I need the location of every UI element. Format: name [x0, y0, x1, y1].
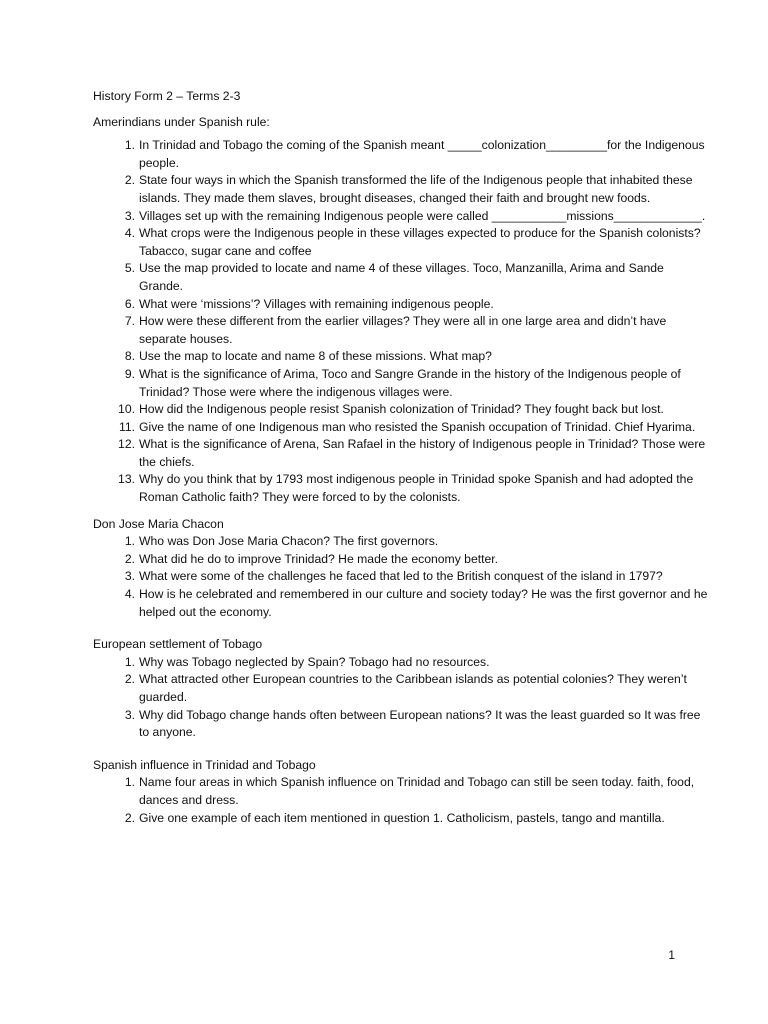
- question-number: 2.: [124, 672, 135, 687]
- question-item: [124, 225, 708, 260]
- question-item: [124, 671, 708, 706]
- question-text: What is the significance of Arena, San Rafael in the history of Indigenous people in Trinidad? Those were the chiefs.: [139, 437, 706, 469]
- question-item: [124, 172, 708, 207]
- question-item: [124, 654, 708, 672]
- question-number: 1.: [124, 138, 135, 153]
- question-list: [93, 654, 708, 742]
- question-list: [93, 774, 708, 827]
- sections-container: [93, 114, 708, 828]
- question-item: [118, 436, 708, 471]
- question-item: [118, 471, 708, 506]
- question-number: 11.: [118, 419, 135, 434]
- question-number: 7.: [124, 314, 135, 329]
- question-number: 9.: [124, 366, 135, 381]
- question-text: How were these different from the earlier villages? They were all in one large area and didn’t have separate houses.: [139, 314, 667, 346]
- question-number: 12.: [118, 437, 135, 452]
- question-text: Use the map to locate and name 8 of these missions. What map?: [139, 349, 492, 364]
- question-item: [124, 137, 708, 172]
- question-number: 3.: [124, 569, 135, 584]
- question-text: Give the name of one Indigenous man who resisted the Spanish occupation of Trinidad. Chief Hyarima.: [139, 419, 696, 434]
- question-number: 3.: [124, 707, 135, 722]
- question-item: [124, 568, 708, 586]
- section-heading: Don Jose Maria Chacon: [93, 516, 224, 531]
- section-heading: Spanish influence in Trinidad and Tobago: [93, 757, 316, 772]
- question-number: 4.: [124, 587, 135, 602]
- question-text: Who was Don Jose Maria Chacon? The first governors.: [139, 534, 439, 549]
- question-number: 2.: [124, 173, 135, 188]
- question-text: What crops were the Indigenous people in these villages expected to produce for the Spanish colonists? Tabacco, sugar cane and coffee: [139, 226, 701, 258]
- page-number: 1: [668, 948, 675, 962]
- document-title: History Form 2 – Terms 2-3: [93, 89, 241, 103]
- question-number: 10.: [118, 402, 135, 417]
- section: [93, 516, 708, 622]
- question-text: How is he celebrated and remembered in our culture and society today? He was the first governor and he helped out the economy.: [139, 587, 708, 619]
- question-item: [118, 401, 708, 419]
- question-number: 8.: [124, 349, 135, 364]
- question-text: In Trinidad and Tobago the coming of the Spanish meant _____colonization_________for the Indigenous people.: [139, 138, 705, 170]
- question-text: Why did Tobago change hands often between European nations? It was the least guarded so It was free to anyone.: [139, 707, 701, 740]
- question-list: [93, 533, 708, 621]
- section-heading: Amerindians under Spanish rule:: [93, 114, 270, 129]
- question-number: 2.: [124, 810, 135, 825]
- question-number: 2.: [124, 551, 135, 566]
- question-item: [124, 774, 708, 809]
- question-number: 5.: [124, 261, 135, 276]
- question-text: What attracted other European countries to the Caribbean islands as potential colonies? They weren’t guarded.: [139, 672, 687, 704]
- question-text: What is the significance of Arima, Toco and Sangre Grande in the history of the Indigenous people of Trinidad? Those were where the indigenous villages were.: [139, 366, 681, 399]
- question-item: [124, 533, 708, 551]
- question-number: 13.: [118, 472, 135, 487]
- question-text: State four ways in which the Spanish transformed the life of the Indigenous people that inhabited these islands. They made them slaves, brought diseases, changed their faith and brought new foods.: [139, 173, 693, 205]
- question-item: [124, 366, 708, 401]
- question-item: [124, 296, 708, 314]
- question-item: [124, 313, 708, 348]
- question-text: What were some of the challenges he faced that led to the British conquest of the island in 1797?: [139, 569, 663, 584]
- question-text: Give one example of each item mentioned in question 1. Catholicism, pastels, tango and mantilla.: [139, 810, 665, 825]
- question-item: [124, 260, 708, 295]
- question-number: 1.: [124, 775, 135, 790]
- question-text: Why was Tobago neglected by Spain? Tobago had no resources.: [139, 654, 490, 669]
- question-item: [124, 707, 708, 742]
- question-number: 4.: [124, 226, 135, 241]
- question-text: What were ‘missions’? Villages with remaining indigenous people.: [139, 296, 494, 311]
- question-list: [93, 137, 708, 506]
- section: [93, 114, 708, 507]
- question-item: [124, 810, 708, 828]
- question-item: [124, 348, 708, 366]
- question-number: 3.: [124, 208, 135, 223]
- section: [93, 757, 708, 827]
- question-item: [118, 419, 708, 437]
- question-number: 1.: [124, 654, 135, 669]
- question-text: Name four areas in which Spanish influence on Trinidad and Tobago can still be seen today. faith, food, dances and dress.: [139, 775, 695, 807]
- question-item: [124, 551, 708, 569]
- question-item: [124, 586, 708, 621]
- question-number: 1.: [124, 534, 135, 549]
- question-text: Villages set up with the remaining Indigenous people were called ___________missions_____________.: [139, 208, 706, 223]
- question-text: Why do you think that by 1793 most indigenous people in Trinidad spoke Spanish and had adopted the Roman Catholic faith? They were forced to by the colonists.: [139, 472, 694, 505]
- question-number: 6.: [124, 296, 135, 311]
- question-item: [124, 208, 708, 226]
- question-text: How did the Indigenous people resist Spanish colonization of Trinidad? They fought back but lost.: [139, 402, 664, 417]
- section-heading: European settlement of Tobago: [93, 637, 263, 652]
- question-text: What did he do to improve Trinidad? He made the economy better.: [139, 551, 499, 566]
- section: [93, 636, 708, 742]
- question-text: Use the map provided to locate and name 4 of these villages. Toco, Manzanilla, Arima and Sande Grande.: [139, 261, 664, 293]
